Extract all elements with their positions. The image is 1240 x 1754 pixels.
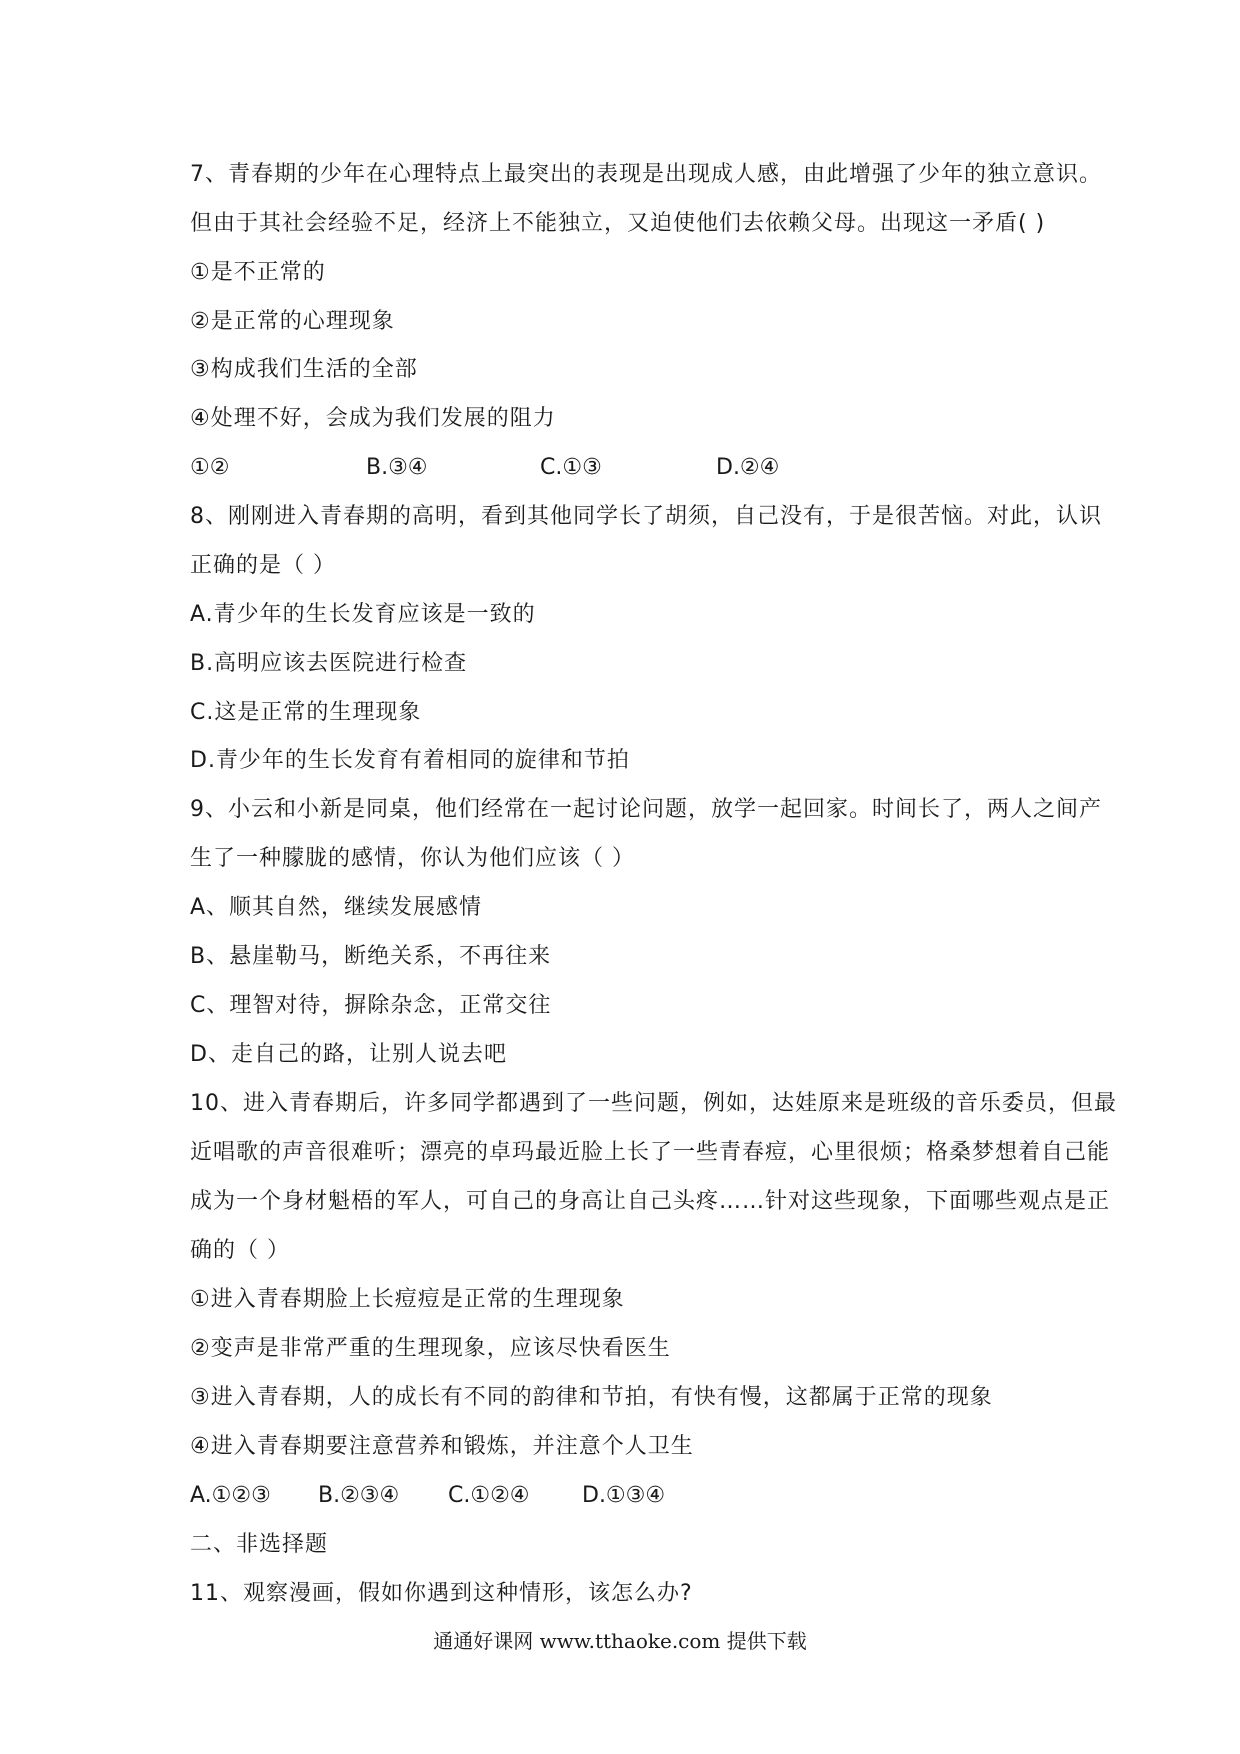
- q10-item-4: ④进入青春期要注意营养和锻炼，并注意个人卫生: [190, 1434, 694, 1459]
- q10-option-a: A.①②③: [190, 1483, 271, 1508]
- q11-stem: 11、观察漫画，假如你遇到这种情形，该怎么办?: [190, 1581, 693, 1606]
- q9-option-a: A、顺其自然，继续发展感情: [190, 895, 483, 920]
- q7-option-a: ①②: [190, 455, 230, 480]
- q7-option-b: B.③④: [366, 455, 428, 480]
- q10-option-b: B.②③④: [318, 1483, 400, 1508]
- q8-option-a: A.青少年的生长发育应该是一致的: [190, 602, 536, 627]
- q7-item-3: ③构成我们生活的全部: [190, 357, 418, 382]
- q7-options: [190, 453, 779, 483]
- q10-stem-line2: 近唱歌的声音很难听；漂亮的卓玛最近脸上长了一些青春痘，心里很烦；格桑梦想着自己能: [190, 1140, 1111, 1165]
- q10-stem-line3: 成为一个身材魁梧的军人，可自己的身高让自己头疼……针对这些现象，下面哪些观点是正: [190, 1189, 1111, 1214]
- q7-stem-line2: 但由于其社会经验不足，经济上不能独立，又迫使他们去依赖父母。出现这一矛盾( ): [190, 211, 1046, 236]
- q9-stem-line1: 9、小云和小新是同桌，他们经常在一起讨论问题，放学一起回家。时间长了，两人之间产: [190, 797, 1103, 822]
- q7-item-1: ①是不正常的: [190, 260, 326, 285]
- q10-item-1: ①进入青春期脸上长痘痘是正常的生理现象: [190, 1287, 625, 1312]
- q9-option-c: C、理智对待，摒除杂念，正常交往: [190, 993, 552, 1018]
- q8-stem-line2: 正确的是（ ）: [190, 553, 336, 578]
- q10-option-d: D.①③④: [582, 1483, 666, 1508]
- page-footer: 通通好课网 www.tthaoke.com 提供下载: [433, 1629, 807, 1653]
- q7-item-4: ④处理不好，会成为我们发展的阻力: [190, 406, 556, 431]
- section-heading-non-choice: 二、非选择题: [190, 1532, 329, 1557]
- q8-option-b: B.高明应该去医院进行检查: [190, 651, 468, 676]
- q9-stem-line2: 生了一种朦胧的感情，你认为他们应该（ ）: [190, 846, 635, 871]
- q10-option-c: C.①②④: [448, 1483, 530, 1508]
- q8-option-d: D.青少年的生长发育有着相同的旋律和节拍: [190, 748, 630, 773]
- q8-option-c: C.这是正常的生理现象: [190, 700, 422, 725]
- q10-stem-line1: 10、进入青春期后，许多同学都遇到了一些问题，例如，达娃原来是班级的音乐委员，但最: [190, 1091, 1117, 1116]
- q7-option-c: C.①③: [540, 455, 602, 480]
- q7-stem-line1: 7、青春期的少年在心理特点上最突出的表现是出现成人感，由此增强了少年的独立意识。: [190, 162, 1103, 187]
- q7-option-d: D.②④: [716, 455, 780, 480]
- q8-stem-line1: 8、刚刚进入青春期的高明，看到其他同学长了胡须，自己没有，于是很苦恼。对此，认识: [190, 504, 1103, 529]
- q9-option-d: D、走自己的路，让别人说去吧: [190, 1042, 507, 1067]
- q10-stem-line4: 确的（ ）: [190, 1238, 290, 1263]
- q10-options: [190, 1481, 665, 1511]
- q10-item-2: ②变声是非常严重的生理现象，应该尽快看医生: [190, 1336, 671, 1361]
- q9-option-b: B、悬崖勒马，断绝关系，不再往来: [190, 944, 552, 969]
- q7-item-2: ②是正常的心理现象: [190, 309, 395, 334]
- q10-item-3: ③进入青春期，人的成长有不同的韵律和节拍，有快有慢，这都属于正常的现象: [190, 1385, 993, 1410]
